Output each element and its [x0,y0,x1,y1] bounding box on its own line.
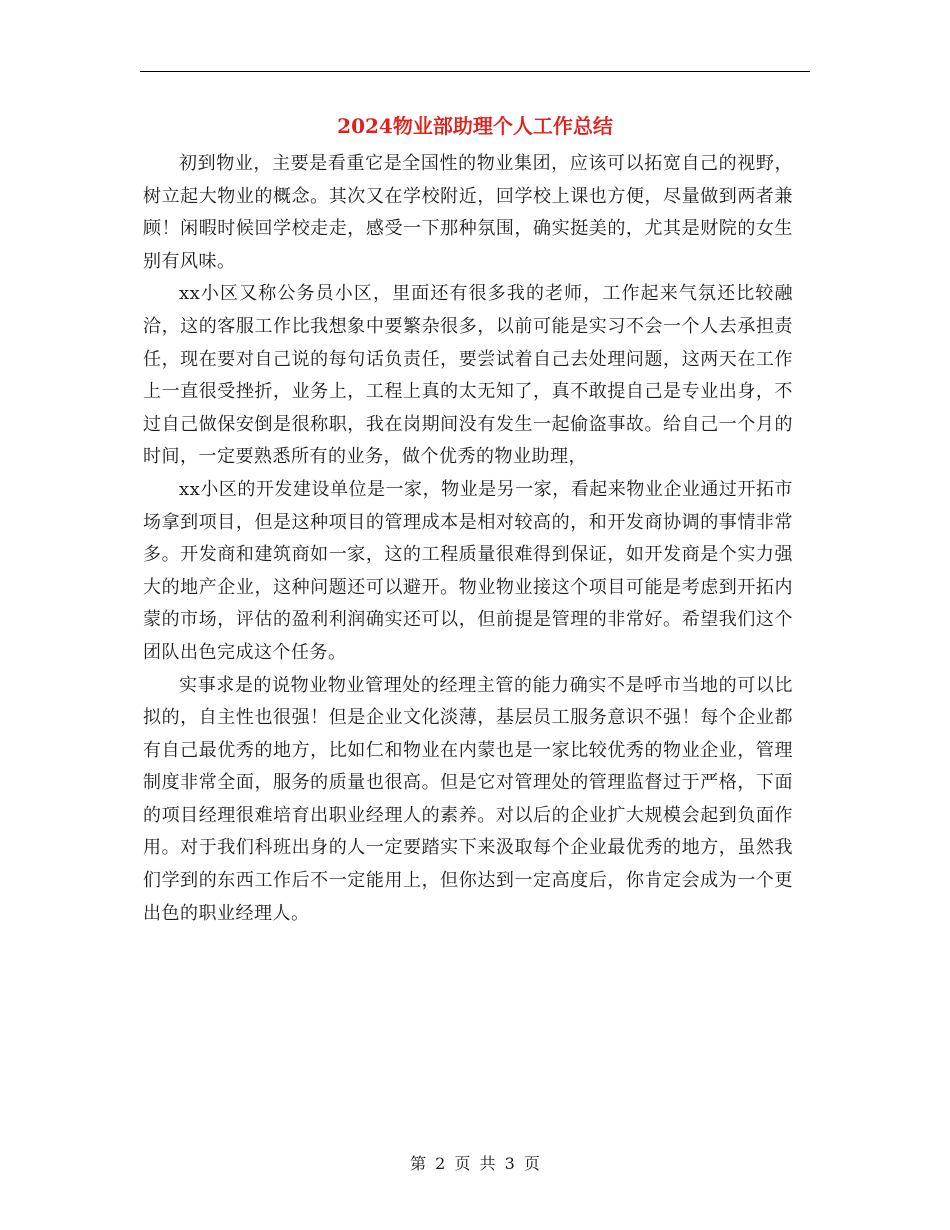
paragraph-2: xx小区又称公务员小区，里面还有很多我的老师，工作起来气氛还比较融洽，这的客服工作比我想象中要繁杂很多，以前可能是实习不会一个人去承担责任，现在要对自己说的每句话负责任，要尝试着自己去处理问题，这两天在工作上一直很受挫折，业务上，工程上真的太无知了，真不敢提自己是专业出身，不过自己做保安倒是很称职，我在岗期间没有发生一起偷盗事故。给自己一个月的时间，一定要熟悉所有的业务，做个优秀的物业助理， [143,283,793,468]
paragraph-4: 实事求是的说物业物业管理处的经理主管的能力确实不是呼市当地的可以比拟的，自主性也很强！但是企业文化淡薄，基层员工服务意识不强！每个企业都有自己最优秀的地方，比如仁和物业在内蒙也是一家比较优秀的物业企业，管理制度非常全面，服务的质量也很高。但是它对管理处的管理监督过于严格，下面的项目经理很难培育出职业经理人的素养。对以后的企业扩大规模会起到负面作用。对于我们科班出身的人一定要踏实下来汲取每个企业最优秀的地方，虽然我们学到的东西工作后不一定能用上，但你达到一定高度后，你肯定会成为一个更出色的职业经理人。 [143,674,793,924]
document-title: 2024物业部助理个人工作总结 [337,114,613,138]
paragraph-1: 初到物业，主要是看重它是全国性的物业集团，应该可以拓宽自己的视野，树立起大物业的概念。其次又在学校附近，回学校上课也方便，尽量做到两者兼顾！闲暇时候回学校走走，感受一下那种氛围，确实挺美的，尤其是财院的女生别有风味。 [143,153,793,272]
header-rule [140,71,810,72]
paragraph-3: xx小区的开发建设单位是一家，物业是另一家，看起来物业企业通过开拓市场拿到项目，但是这种项目的管理成本是相对较高的，和开发商协调的事情非常多。开发商和建筑商如一家，这的工程质量很难得到保证，如开发商是个实力强大的地产企业，这种问题还可以避开。物业物业接这个项目可能是考虑到开拓内蒙的市场，评估的盈利利润确实还可以，但前提是管理的非常好。希望我们这个团队出色完成这个任务。 [143,478,793,663]
document-body [143,148,793,930]
page-number-footer: 第 2 页 共 3 页 [410,1154,540,1173]
